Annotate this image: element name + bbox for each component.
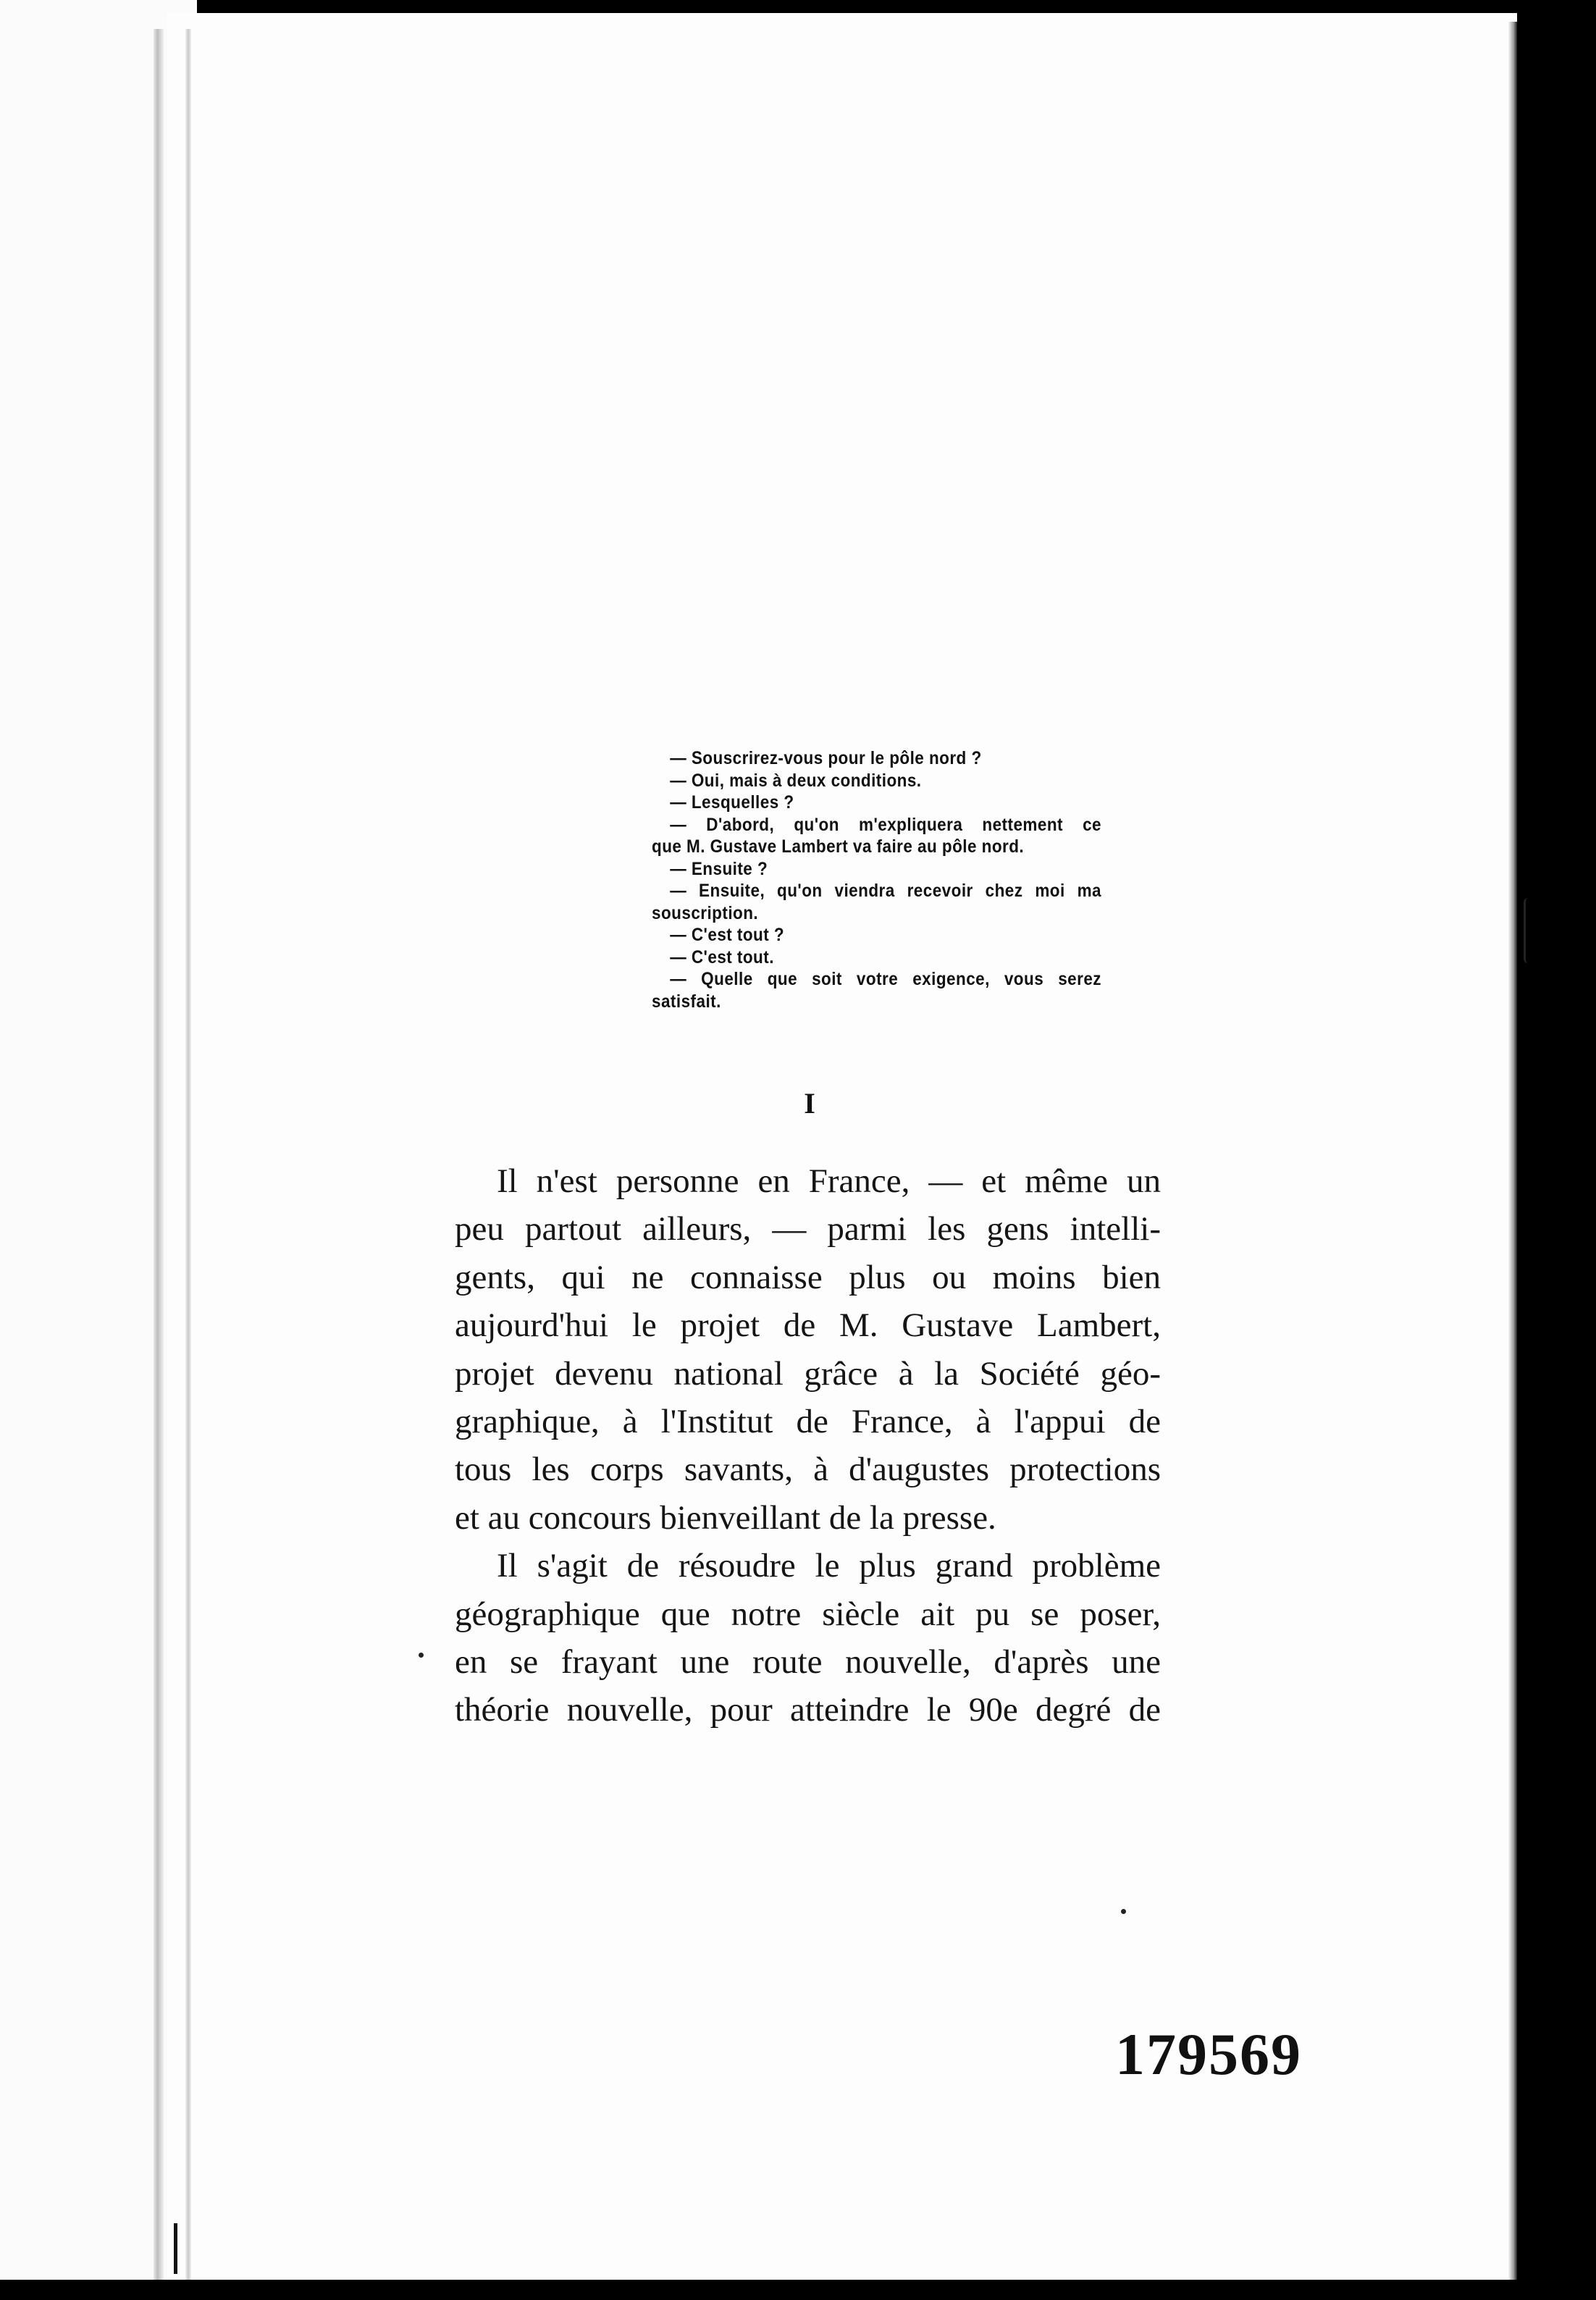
epigraph-line: — Ensuite, qu'on viendra recevoir chez moi ma (670, 881, 1101, 901)
page-right-edge (1508, 22, 1517, 2281)
page-leaf (167, 13, 1550, 2280)
epigraph-line: souscription. (652, 902, 759, 923)
leaf-gutter-shadow (154, 29, 164, 2288)
body-line: peu partout ailleurs, — parmi les gens intelli- (455, 1210, 1161, 1248)
body-line: graphique, à l'Institut de France, à l'appui de (455, 1403, 1161, 1441)
body-line: théorie nouvelle, pour atteindre le 90e degré de (455, 1691, 1161, 1729)
epigraph-line: — Lesquelles ? (670, 792, 794, 813)
epigraph-line: — Souscrirez-vous pour le pôle nord ? (670, 748, 982, 768)
scan-right-border (1517, 0, 1596, 2300)
gutter-mark (174, 2223, 177, 2274)
speck-mark (1121, 1909, 1126, 1914)
epigraph-line: — Ensuite ? (670, 858, 768, 879)
page-edge-mark (1524, 898, 1530, 963)
body-line: aujourd'hui le projet de M. Gustave Lambert, (455, 1306, 1161, 1345)
scan-bottom-border (0, 2280, 1596, 2300)
epigraph-line: que M. Gustave Lambert va faire au pôle nord. (652, 836, 1025, 857)
epigraph-line: — Quelle que soit votre exigence, vous serez (670, 969, 1101, 989)
body-text (455, 1157, 1161, 1734)
body-line: Il n'est personne en France, — et même un (497, 1162, 1161, 1200)
body-line: Il s'agit de résoudre le plus grand problème (497, 1547, 1161, 1585)
body-line: géographique que notre siècle ait pu se poser, (455, 1595, 1161, 1633)
leaf-gutter-line (185, 29, 191, 2281)
body-line: gents, qui ne connaisse plus ou moins bien (455, 1258, 1161, 1296)
epigraph-line: — C'est tout. (670, 947, 774, 968)
body-line: et au concours bienveillant de la presse. (455, 1498, 996, 1537)
scan-top-border (0, 0, 1596, 12)
epigraph-line: — C'est tout ? (670, 925, 785, 945)
speck-mark (419, 1653, 424, 1658)
body-line: projet devenu national grâce à la Société géo- (455, 1354, 1161, 1393)
epigraph-dialogue (652, 747, 1101, 1012)
epigraph-line: — D'abord, qu'on m'expliquera nettement ce (670, 814, 1101, 835)
body-line: en se frayant une route nouvelle, d'après une (455, 1643, 1161, 1682)
epigraph-line: satisfait. (652, 991, 721, 1012)
epigraph-line: — Oui, mais à deux conditions. (670, 770, 922, 791)
shelfmark-number: 179569 (1115, 2021, 1302, 2087)
body-line: tous les corps savants, à d'augustes protections (455, 1451, 1161, 1489)
section-numeral: I (804, 1087, 815, 1120)
